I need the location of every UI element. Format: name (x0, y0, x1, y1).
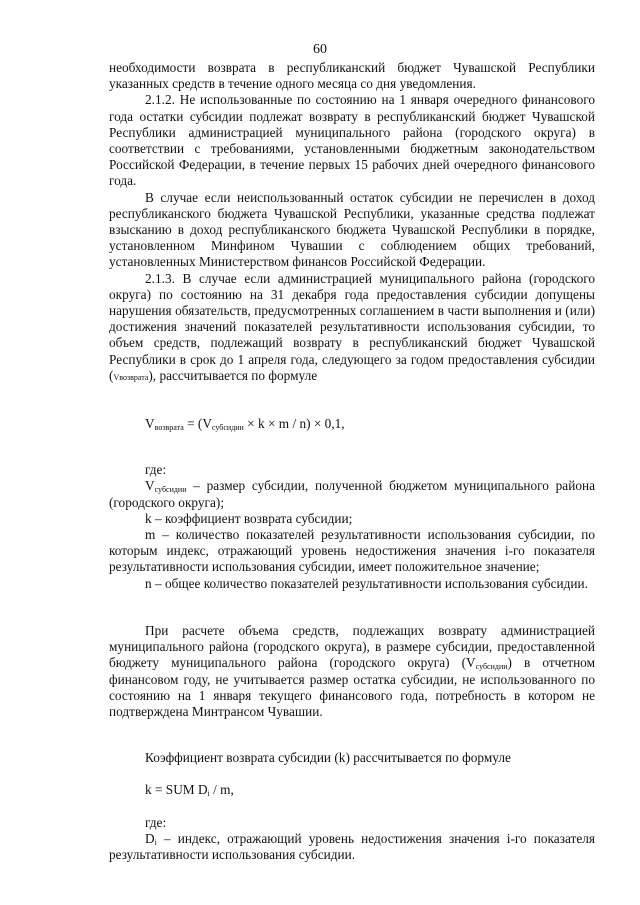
formula-part: × k × m / n) × 0,1, (243, 416, 345, 432)
formula-subscript: возврата (154, 423, 184, 433)
definition: n – общее количество показателей результативности использования субсидии. (145, 575, 588, 591)
page-number: 60 (313, 42, 327, 57)
paragraph: Коэффициент возврата субсидии (k) рассчитывается по формуле (145, 750, 511, 766)
paragraph-text: 2.1.3. В случае если администрацией муниципального района (городского округа) по состоянию на 31 декабря года предоставления субсидии допущены нарушения обязательств, предусмотренных соглашением в части выполнения и (или) достижения значений показателей результативности использования субсидии, то объем средств, подлежащий возврату в республиканский бюджет Чувашской Республики в срок до 1 апреля года, следующего за годом предоставления субсидии ( (109, 270, 595, 383)
formula-symbol: V (145, 416, 155, 432)
where-label: где: (145, 462, 167, 478)
definition-text: – индекс, отражающий уровень недостижения значения i-го показателя результативности использования субсидии. (109, 830, 595, 862)
paragraph-text: ), рассчитывается по формуле (148, 367, 318, 383)
definition-subscript: i (154, 837, 157, 847)
formula-coefficient (109, 782, 595, 798)
definition: m – количество показателей результативности использования субсидии, по которым индекс, отражающий уровень недостижения значения i-го показателя результативности использования субсидии, имеет положительное значение; (109, 527, 595, 575)
formula-subscript: i (207, 789, 210, 799)
inline-subscript: возврата (119, 372, 149, 382)
paragraph-subscript: субсидии (475, 662, 508, 672)
definition: k – коэффициент возврата субсидии; (145, 510, 353, 526)
definition-symbol: D (145, 830, 155, 846)
paragraph: 2.1.2. Не использованные по состоянию на 1 января очередного финансового года остатки субсидии подлежат возврату в республиканский бюджет Чувашской Республики администрацией муниципального района (городского округа) в соответствии с требованиями, установленными бюджетным законодательством Российской Федерации, в течение первых 15 рабочих дней очередного финансового года. (109, 92, 595, 189)
formula-return-amount (109, 416, 595, 432)
definition (109, 831, 595, 863)
paragraph (109, 271, 595, 386)
paragraph: В случае если неиспользованный остаток субсидии не перечислен в доход республиканского бюджета Чувашской Республики, указанные средства подлежат взысканию в доход республиканского бюджета Чувашской Республики в порядке, установленном Минфином Чувашии с соблюдением общих требований, установленных Министерством финансов Российской Федерации. (109, 189, 595, 270)
definition-text: – размер субсидии, полученной бюджетом муниципального района (городского округа); (109, 478, 595, 510)
paragraph-text: ) в отчетном финансовом году, не учитывается размер остатка субсидии, не использованного по состоянию на 1 января текущего финансового года, потребность в котором не подтверждена Минтрансом Чувашии. (109, 655, 595, 719)
formula-part: k = SUM D (145, 782, 208, 798)
document-body (109, 60, 595, 863)
definition (109, 478, 595, 510)
paragraph-text: При расчете объема средств, подлежащих возврату администрацией муниципального района (городского округа), в размере субсидии, предоставленной бюджету муниципального района (городского округа) (V (109, 622, 595, 671)
formula-part: = (V (183, 416, 212, 432)
definition-subscript: субсидии (154, 485, 187, 495)
formula-subscript: субсидии (211, 423, 244, 433)
paragraph (109, 623, 595, 720)
paragraph: необходимости возврата в республиканский бюджет Чувашской Республики указанных средств в течение одного месяца со дня уведомления. (109, 60, 595, 92)
definition-symbol: V (145, 478, 155, 494)
inline-symbol: V (113, 372, 120, 382)
formula-part: / m, (209, 782, 234, 798)
where-label: где: (145, 814, 167, 830)
